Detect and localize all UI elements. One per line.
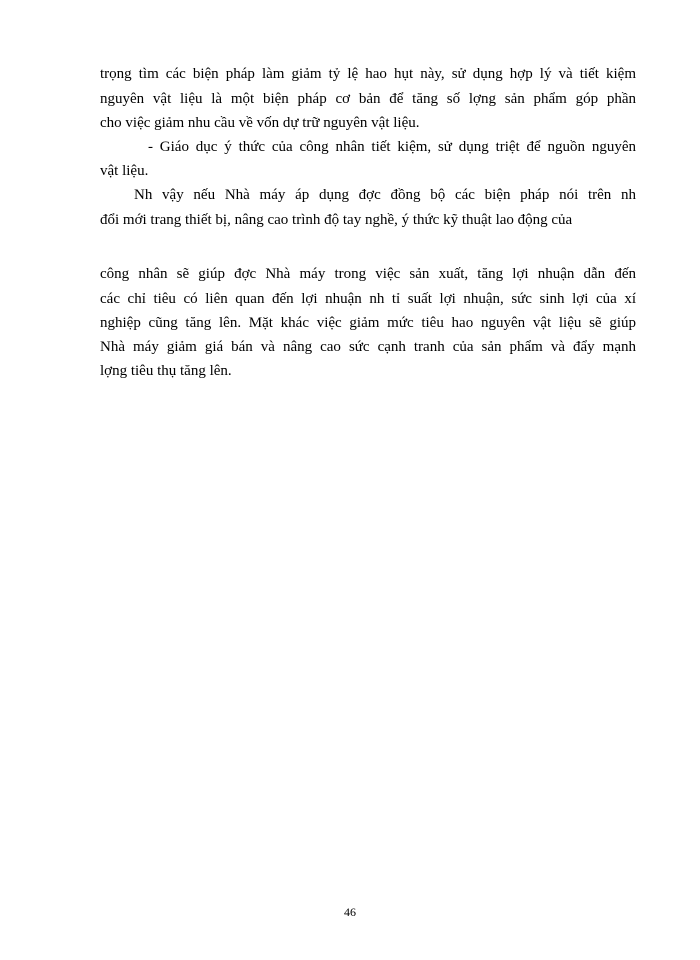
body-text-line: Nh vậy nếu Nhà máy áp dụng đợc đồng bộ các biện pháp nói trên nh: [134, 187, 636, 203]
body-text-line: các chỉ tiêu có liên quan đến lợi nhuận nh tỉ suất lợi nhuận, sức sinh lợi của xí: [100, 291, 636, 307]
bullet-paragraph-line: - Giáo dục ý thức của công nhân tiết kiệm, sử dụng triệt để nguồn nguyên: [148, 139, 636, 155]
body-text-line: cho việc giảm nhu cầu về vốn dự trữ nguyên vật liệu.: [100, 115, 420, 131]
body-text-line: lợng tiêu thụ tăng lên.: [100, 363, 232, 379]
page-number: 46: [344, 905, 356, 919]
body-text-line: trọng tìm các biện pháp làm giảm tỷ lệ hao hụt này, sử dụng hợp lý và tiết kiệm: [100, 66, 636, 82]
body-text-line: nguyên vật liệu là một biện pháp cơ bản để tăng số lợng sản phẩm góp phần: [100, 91, 636, 107]
body-text-line: nghiệp cũng tăng lên. Mặt khác việc giảm mức tiêu hao nguyên vật liệu sẽ giúp: [100, 315, 636, 331]
bullet-paragraph-line: vật liệu.: [100, 163, 149, 179]
body-text-line: đổi mới trang thiết bị, nâng cao trình độ tay nghề, ý thức kỹ thuật lao động của: [100, 212, 573, 228]
body-text-line: Nhà máy giảm giá bán và nâng cao sức cạnh tranh của sản phẩm và đẩy mạnh: [100, 339, 636, 355]
body-text-line: công nhân sẽ giúp đợc Nhà máy trong việc sản xuất, tăng lợi nhuận dẫn đến: [100, 266, 636, 282]
